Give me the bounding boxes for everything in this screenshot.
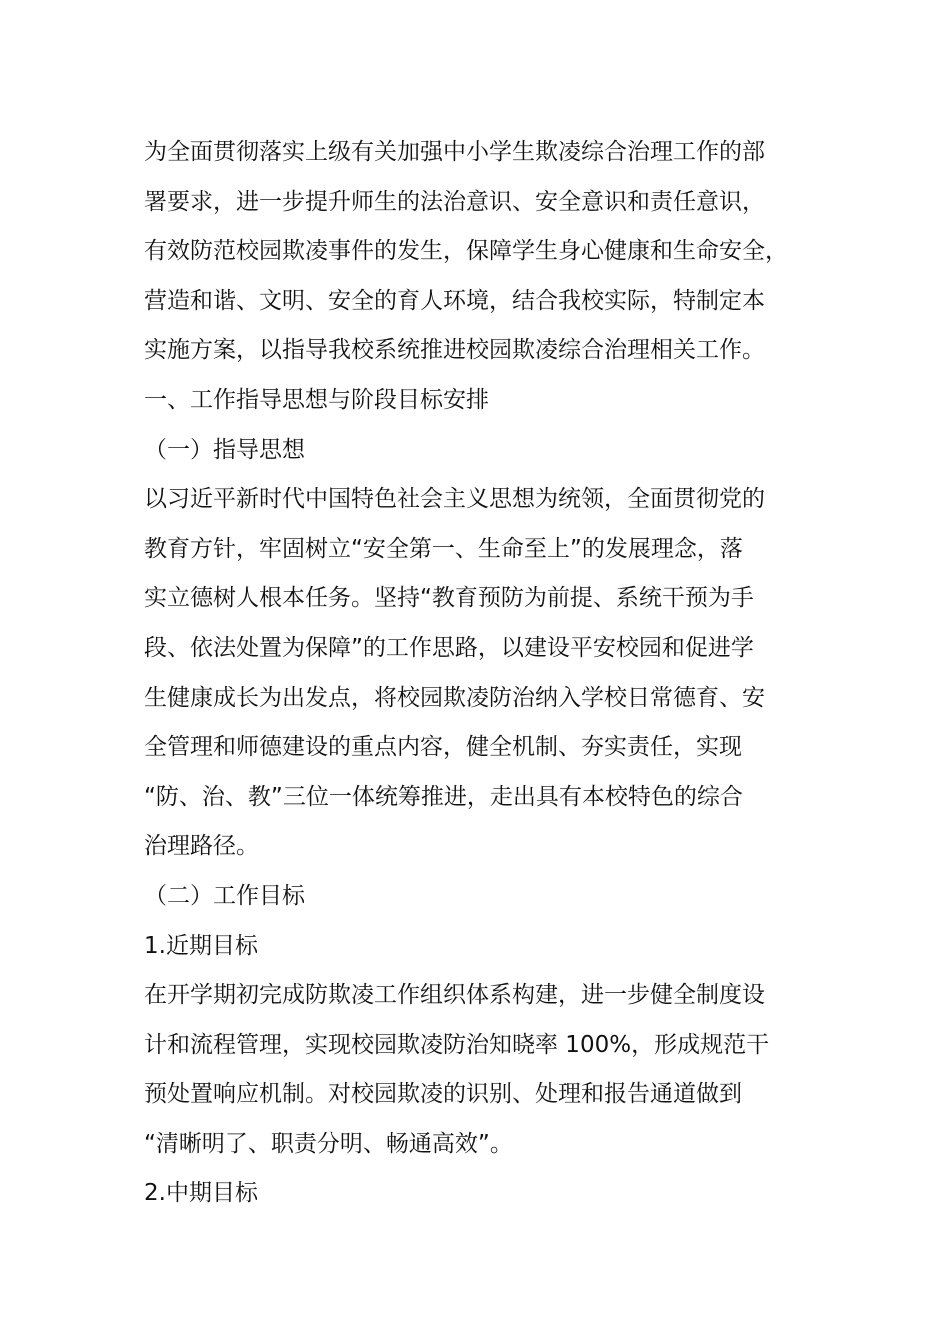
intro-paragraph-line-5: 实施方案，以指导我校系统推进校园欺凌综合治理相关工作。 (144, 337, 765, 364)
guiding-paragraph-line-2: 教育方针，牢固树立“安全第一、生命至上”的发展理念，落 (144, 535, 743, 562)
intro-paragraph-line-4: 营造和谐、文明、安全的育人环境，结合我校实际，特制定本 (144, 287, 765, 314)
guiding-paragraph-line-1: 以习近平新时代中国特色社会主义思想为统领，全面贯彻党的 (144, 486, 765, 513)
intro-paragraph-line-2: 署要求，进一步提升师生的法治意识、安全意识和责任意识， (144, 188, 765, 215)
near-term-paragraph-line-3: 预处置响应机制。对校园欺凌的识别、处理和报告通道做到 (144, 1081, 742, 1108)
subsection-heading-2: （二）工作目标 (144, 882, 305, 909)
near-term-paragraph-line-4: “清晰明了、职责分明、畅通高效”。 (144, 1130, 513, 1157)
item-heading-mid-term: 2.中期目标 (144, 1180, 258, 1207)
near-term-paragraph-line-2: 计和流程管理，实现校园欺凌防治知晓率 100%，形成规范干 (144, 1031, 770, 1058)
document-body (144, 128, 834, 1219)
guiding-paragraph-line-6: 全管理和师德建设的重点内容，健全机制、夯实责任，实现 (144, 734, 742, 761)
guiding-paragraph-line-3: 实立德树人根本任务。坚持“教育预防为前提、系统干预为手 (144, 585, 754, 612)
guiding-paragraph-line-4: 段、依法处置为保障”的工作思路，以建设平安校园和促进学 (144, 634, 754, 661)
intro-paragraph-line-1: 为全面贯彻落实上级有关加强中小学生欺凌综合治理工作的部 (144, 139, 765, 165)
item-heading-near-term: 1.近期目标 (144, 932, 258, 959)
guiding-paragraph-line-8: 治理路径。 (144, 833, 259, 860)
near-term-paragraph-line-1: 在开学期初完成防欺凌工作组织体系构建，进一步健全制度设 (144, 982, 765, 1009)
intro-paragraph-line-3: 有效防范校园欺凌事件的发生，保障学生身心健康和生命安全， (144, 238, 788, 265)
section-heading-1: 一、工作指导思想与阶段目标安排 (144, 386, 489, 413)
subsection-heading-1: （一）指导思想 (144, 436, 305, 463)
guiding-paragraph-line-7: “防、治、教”三位一体统筹推进，走出具有本校特色的综合 (144, 783, 743, 810)
guiding-paragraph-line-5: 生健康成长为出发点，将校园欺凌防治纳入学校日常德育、安 (144, 684, 765, 711)
